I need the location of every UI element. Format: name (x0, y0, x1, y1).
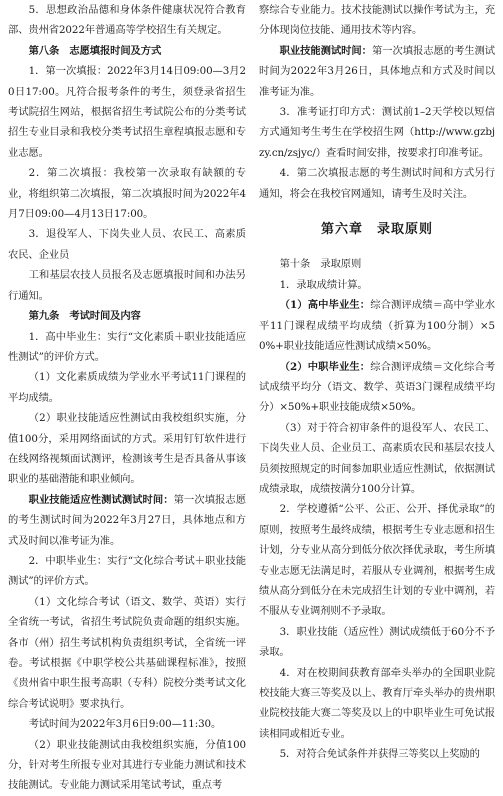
paragraph-text: 工和基层农技人员报名及志愿填报时间和办法另行通知。 (8, 269, 246, 302)
paragraph (8, 41, 246, 61)
paragraph (259, 357, 495, 418)
paragraph (8, 490, 246, 551)
paragraph-text: 1．高中毕业生：实行“文化素质＋职业技能适应性测试”的评价方式。 (8, 330, 246, 363)
paragraph (259, 663, 495, 745)
paragraph-text: 5．思想政治品德和身体条件健康状况符合教育部、贵州省2022年普通高等学校招生有关规定。 (8, 4, 246, 37)
paragraph-text: （1）文化综合考试（语文、数学、英语）实行全省统一考试，省招生考试院负责命题的组织实施。各市（州）招生考试机构负责组织考试，全省统一评卷。考试根据《中职学校公共基础课程标准》，按照《贵州省中职生报考高职（专科）院校分类考试文化综合考试说明》要求执行。 (8, 595, 246, 710)
paragraph (259, 102, 495, 163)
paragraph-text: 4．第二次填报志愿的考生测试时间和方式另行通知，将会在我校官网通知，请考生及时关注。 (259, 167, 495, 200)
paragraph (8, 408, 246, 490)
paragraph-text: （1）文化素质成绩为学业水平考试11门课程的平均成绩。 (8, 371, 246, 404)
right-column-bottom (259, 254, 495, 764)
paragraph-text: 2．中职毕业生：实行“文化综合考试＋职业技能测试”的评价方式。 (8, 554, 246, 588)
paragraph (8, 306, 246, 326)
paragraph-text: 4．对在校期间获教育部牵头举办的全国职业院校技能大赛三等奖及以上、教育厅牵头举办的贵州职业院校技能大赛二等奖及以上的中职毕业生可免试报读相同或相近专业。 (259, 666, 495, 740)
paragraph-text: 1．录取成绩计算。 (279, 278, 368, 291)
paragraph (8, 714, 246, 734)
paragraph (8, 735, 246, 796)
paragraph-lead: 第八条 志愿填报时间及方式 (28, 44, 162, 57)
paragraph (8, 0, 246, 41)
paragraph (259, 254, 495, 274)
paragraph-text: 综合测评成绩＝高中学业水平11门课程成绩平均成绩（折算为100分制）×50%+职业技能适应性测试成绩×50%。 (259, 299, 495, 353)
paragraph (8, 265, 246, 306)
paragraph (259, 295, 495, 356)
paragraph-lead: 职业技能测试时间： (279, 44, 372, 57)
paragraph (259, 163, 495, 204)
paragraph-text: 2．第二次填报：我校第一次录取有缺额的专业，将组织第二次填报，第二次填报时间为2022年4月7日09:00—4月13日17:00。 (8, 167, 246, 221)
paragraph (8, 327, 246, 368)
paragraph-text: 5．对符合免试条件并获得三等奖以上奖励的 (279, 748, 480, 761)
right-column-top (259, 0, 495, 204)
paragraph (259, 499, 495, 621)
paragraph (259, 275, 495, 295)
paragraph-text: 第一次填报志愿的考生测试时间为2022年3月27日，具体地点和方式及时间以准考证为准。 (8, 493, 246, 547)
paragraph-text: 1．第一次填报：2022年3月14日09:00—3月20日17:00。凡符合报考条件的考生，须登录省招生考试院招生网站，根据省招生考试院公布的分类考试招生专业目录和我校分类考试招生章程填报志愿和专业志愿。 (8, 65, 246, 159)
paragraph-lead: （2）中职毕业生： (279, 360, 371, 373)
paragraph (8, 61, 246, 163)
right-column (259, 0, 495, 765)
paragraph (8, 551, 246, 592)
paragraph-text: （2）职业技能测试由我校组织实施，分值100分，针对考生所报专业对其进行专业能力测试和技术技能测试。专业能力测试采用笔试考试，重点考 (8, 738, 246, 792)
paragraph-lead: 职业技能适应性测试测试时间： (28, 493, 174, 506)
paragraph (259, 41, 495, 102)
paragraph-lead: 第九条 考试时间及内容 (28, 310, 141, 323)
paragraph-text: 3．准考证打印方式：测试前1–2天学校以短信方式通知考生考生在学校招生网（http://www.gzbjzy.cn/zsjyc/）查看时间安排，按要求打印准考证。 (259, 106, 495, 159)
paragraph-text: 综合测评成绩＝文化综合考试成绩平均分（语文、数学、英语3门课程成绩平均分）×50%+职业技能成绩×50%。 (259, 360, 495, 414)
paragraph-lead: （1）高中毕业生： (279, 299, 371, 312)
paragraph-text: 3．职业技能（适应性）测试成绩低于60分不予录取。 (259, 625, 495, 659)
paragraph (8, 367, 246, 408)
paragraph-text: 察综合专业能力。技术技能测试以操作考试为主，充分体现岗位技能、通用技术等内容。 (259, 4, 495, 37)
paragraph-text: （2）职业技能适应性测试由我校组织实施，分值100分，采用网络面试的方式。采用钉钉软件进行在线网络视频面试测评，检测该考生是否具备从事该职业的基础潜能和职业倾向。 (8, 412, 246, 486)
paragraph (8, 163, 246, 224)
paragraph-text: 第十条 录取原则 (279, 258, 362, 271)
paragraph (259, 744, 495, 764)
paragraph-text: 第一次填报志愿的考生测试时间为2022年3月26日，具体地点和方式及时间以准考证为准。 (259, 44, 495, 98)
paragraph-text: （3）对于符合初审条件的退役军人、农民工、下岗失业人员、企业员工、高素质农民和基层农技人员须按照规定的时间参加职业适应性测试，依据测试成绩录取，成绩按满分100分计算。 (259, 421, 495, 495)
paragraph (8, 224, 246, 265)
paragraph (259, 622, 495, 663)
paragraph-text: 2．学校遵循“公平、公正、公开、择优录取”的原则，按照考生最终成绩，根据考生专业志愿和招生计划，分专业从高分到低分依次择优录取，考生所填专业志愿无法满足时，若服从专业调剂，根据考生成绩从高分到低分在未完成招生计划的专业中调剂，若不服从专业调剂则不予录取。 (259, 503, 495, 618)
paragraph-text: 考试时间为2022年3月6日9:00—11:30。 (28, 718, 222, 731)
paragraph (8, 592, 246, 714)
paragraph (259, 418, 495, 500)
left-column (8, 0, 246, 796)
paragraph (259, 0, 495, 41)
paragraph-text: 3．退役军人、下岗失业人员、农民工、高素质农民、企业员 (8, 228, 246, 261)
chapter-title: 第六章 录取原则 (320, 222, 433, 238)
